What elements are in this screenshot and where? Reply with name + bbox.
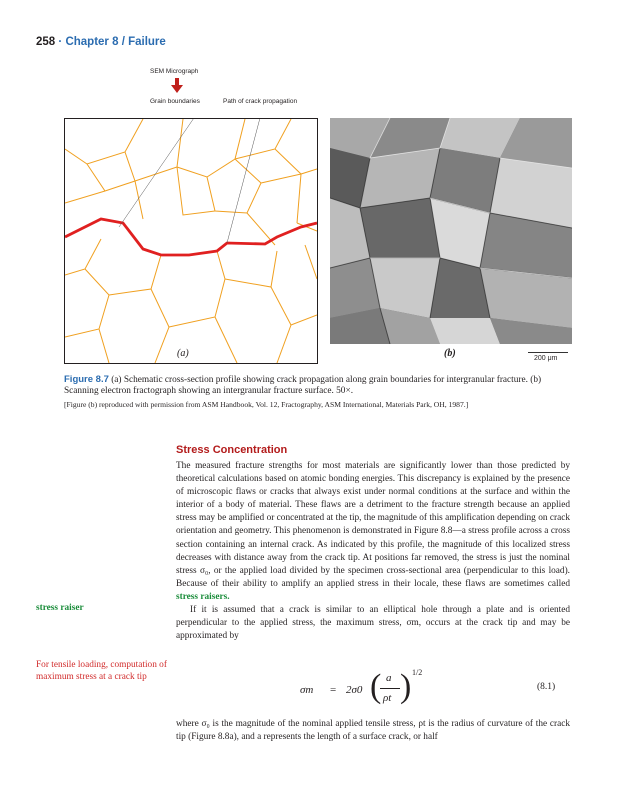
eq-numerator: a	[386, 672, 392, 684]
figure-credit: [Figure (b) reproduced with permission from ASM Handbook, Vol. 12, Fractography, ASM International, Materials Park, OH, 1987.]	[64, 400, 469, 409]
stress-raisers-term: stress raisers.	[176, 591, 230, 602]
sem-micrograph	[330, 118, 572, 344]
page-number: 258	[36, 36, 56, 48]
margin-stress-raiser: stress raiser	[36, 603, 84, 613]
panel-a-label: (a)	[177, 348, 189, 359]
header-separator: ·	[58, 36, 63, 48]
body-paragraph-1	[176, 460, 570, 643]
equation-number: (8.1)	[537, 682, 556, 692]
running-header	[36, 36, 166, 48]
down-arrow-icon	[171, 78, 183, 94]
eq-right-paren: )	[400, 668, 412, 705]
figure-caption	[64, 374, 578, 397]
chapter-label: Chapter 8	[65, 36, 119, 48]
chapter-title: Failure	[128, 36, 166, 48]
eq-fraction-bar	[380, 688, 400, 689]
margin-tensile-note: For tensile loading, computation of maximum stress at a crack tip	[36, 660, 167, 682]
eq-exponent: 1/2	[412, 668, 423, 677]
section-heading: Stress Concentration	[176, 444, 288, 456]
scale-label: 200 μm	[534, 355, 558, 362]
header-slash: /	[121, 36, 125, 48]
scale-bar	[528, 352, 568, 353]
eq-lhs: σm	[300, 684, 314, 696]
schematic-panel	[64, 118, 318, 364]
sem-label: SEM Micrograph	[150, 68, 199, 75]
eq-equals: =	[330, 684, 337, 696]
eq-coefficient: 2σ0	[346, 684, 363, 696]
panel-b-label: (b)	[444, 348, 456, 359]
grain-boundaries-label: Grain boundaries	[150, 98, 200, 105]
eq-left-paren: (	[370, 668, 382, 705]
paragraph-1-text: The measured fracture strengths for most materials are significantly lower than those predicted by theoretical calculations based on atomic bonding energies. This discrepancy is explained by the presence of microscopic flaws or cracks that always exist under normal conditions at the surface and within the interior of a body of material. These flaws are a detriment to the fracture strength because an applied stress may be amplified or concentrated at the tip, the magnitude of this amplification depending on crack orientation and geometry. This phenomenon is demonstrated in Figure 8.8—a stress profile across a cross section containing an internal crack. As indicated by this profile, the magnitude of this localized stress decreases with distance away from the crack tip. At positions far removed, the stress is just the nominal stress σ₀, or the applied load divided by the specimen cross-sectional area (perpendicular to this load). Because of their ability to amplify an applied stress in their locale, these flaws are sometimes called	[176, 461, 570, 589]
figure-number: Figure 8.7	[64, 374, 109, 385]
body-paragraph-2: If it is assumed that a crack is similar to an elliptical hole through a plate and is oriented perpendicular to the applied stress, the maximum stress, σm, occurs at the crack tip and may be approximated by	[176, 605, 570, 642]
eq-denominator: ρt	[383, 692, 392, 704]
body-paragraph-3: where σ₀ is the magnitude of the nominal applied tensile stress, ρt is the radius of curvature of the crack tip (Figure 8.8a), and a represents the length of a surface crack, or half	[176, 719, 570, 743]
crack-path-label: Path of crack propagation	[223, 98, 298, 105]
caption-text: (a) Schematic cross-section profile showing crack propagation along grain boundaries for intergranular fracture. (b) Scanning electron fractograph showing an intergranular fracture surface. 50×.	[64, 375, 542, 397]
